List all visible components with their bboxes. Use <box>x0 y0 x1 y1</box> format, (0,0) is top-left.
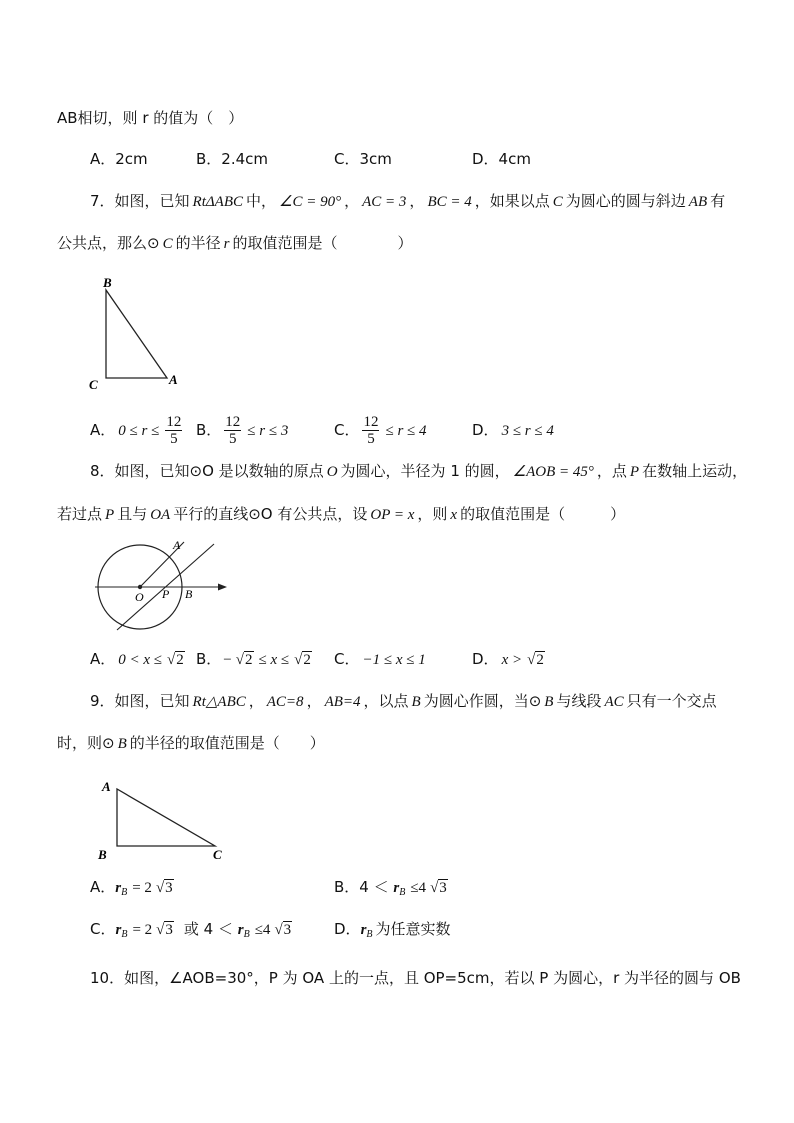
q9-math: Rt△ABC <box>192 694 246 710</box>
q9-stem-line-2 <box>57 733 325 753</box>
q9-math: AB=4 <box>324 694 361 710</box>
q7-math: ≤ r ≤ 3 <box>247 423 289 439</box>
q8-math: −1 ≤ x ≤ 1 <box>362 652 426 668</box>
q7-math: RtΔABC <box>192 194 244 210</box>
q8-math: ≤ x ≤ <box>258 652 290 668</box>
q9-text: 9．如图，已知 <box>90 692 190 710</box>
denominator: 5 <box>367 431 375 447</box>
radicand: 2 <box>176 652 184 668</box>
q9-text: 只有一个交点 <box>626 692 717 710</box>
fraction <box>362 414 379 447</box>
q9-option-b <box>334 877 450 903</box>
q7-math: ∠C = 90° <box>279 194 342 210</box>
sqrt: √2 <box>294 652 311 668</box>
q7-math: ≤ r ≤ 4 <box>385 423 427 439</box>
q7-text: 有 <box>710 192 726 210</box>
q9-math: AC <box>604 694 624 710</box>
q9-triangle <box>117 789 215 846</box>
q8-math: OP = x <box>370 507 415 523</box>
option-letter: C． <box>334 650 360 668</box>
q7-math: r <box>223 236 230 252</box>
q8-math: O <box>326 464 338 480</box>
q8-option-c <box>334 649 429 670</box>
sqrt: √3 <box>155 880 173 896</box>
q8-text: ，点 <box>596 462 627 480</box>
q8-text: 且与 <box>117 505 148 523</box>
q7-text: 的半径 <box>175 234 221 252</box>
option-letter: C． <box>334 421 360 439</box>
q8-math: P <box>105 507 115 523</box>
radius-subscript: B <box>366 929 373 940</box>
q7-math: AC = 3 <box>362 194 407 210</box>
option-letter: C． <box>90 920 116 938</box>
radius-symbol: r <box>237 922 244 938</box>
q9-triangle-figure <box>95 775 230 865</box>
q7-math: 3 ≤ r ≤ 4 <box>501 423 554 439</box>
q8-text: ，则 <box>417 505 448 523</box>
option-letter: D． <box>472 650 499 668</box>
radius-symbol: r <box>115 922 122 938</box>
q7-triangle-figure <box>80 270 190 395</box>
q9-text: 时，则⊙ <box>57 734 115 752</box>
q7-option-a <box>90 411 185 450</box>
fraction <box>224 414 241 447</box>
radicand: 2 <box>536 652 544 668</box>
q9-text: 为任意实数 <box>375 920 451 938</box>
option-letter: A． <box>90 650 116 668</box>
q9-math: B <box>411 694 421 710</box>
q9-stem-line-1 <box>90 691 717 711</box>
q8-text: 若过点 <box>57 505 103 523</box>
q7-option-b <box>196 411 291 450</box>
q7-label-c: C <box>89 377 98 392</box>
q7-text: ， <box>344 192 360 210</box>
q7-option-d <box>472 411 557 450</box>
radicand: 3 <box>283 922 292 938</box>
q7-stem-line-1 <box>90 191 725 211</box>
q8-text: 在数轴上运动， <box>642 462 748 480</box>
fraction <box>165 414 182 447</box>
sqrt: √3 <box>156 922 173 938</box>
q7-math: C <box>162 236 173 252</box>
q7-label-b: B <box>103 275 112 290</box>
q9-math: AC=8 <box>266 694 304 710</box>
q8-circle-figure <box>90 535 235 635</box>
q8-math: − <box>223 652 232 668</box>
q10-stem-line-1: 10．如图，∠AOB=30°，P 为 OA 上的一点，且 OP=5cm，若以 P 为圆心，r 为半径的圆与 OB <box>90 969 741 987</box>
numerator: 12 <box>225 414 241 430</box>
option-letter: B．4 ＜ <box>334 878 394 896</box>
q9-math: ≤4 <box>254 922 271 938</box>
q6-stem-tail: AB相切，则 r 的值为（ ） <box>57 109 244 127</box>
sqrt: √2 <box>235 652 253 668</box>
q7-text: 公共点，那么⊙ <box>57 234 160 252</box>
sqrt: √3 <box>274 922 292 938</box>
q9-math: = 2 <box>132 880 152 896</box>
q7-math: C <box>552 194 563 210</box>
q8-label-a: A <box>173 538 181 552</box>
radicand: 3 <box>439 880 447 896</box>
numerator: 12 <box>363 414 379 430</box>
option-letter: B． <box>196 421 222 439</box>
q9-option-d <box>334 919 451 945</box>
radius-symbol: r <box>115 880 122 896</box>
origin-point <box>138 585 142 589</box>
q8-text: 8．如图，已知⊙O 是以数轴的原点 <box>90 462 324 480</box>
q9-math: B <box>117 736 127 752</box>
option-letter: D． <box>334 920 361 938</box>
q9-text: 或 4 ＜ <box>183 920 238 938</box>
q7-math: BC = 4 <box>427 194 472 210</box>
radicand: 3 <box>165 880 173 896</box>
q9-label-b: B <box>98 847 107 862</box>
radius-subscript: B <box>121 887 128 898</box>
q8-math: P <box>629 464 640 480</box>
q9-text: ， <box>306 692 322 710</box>
q8-label-b: B <box>185 587 193 601</box>
radicand: 2 <box>303 652 311 668</box>
q7-stem-line-2 <box>57 233 412 253</box>
q8-math: 0 < x ≤ <box>118 652 163 668</box>
q9-text: 为圆心作圆，当⊙ <box>423 692 542 710</box>
q9-text: ，以点 <box>363 692 409 710</box>
q9-label-a: A <box>102 779 111 794</box>
radius-symbol: r <box>393 880 400 896</box>
q8-math: ∠AOB = 45° <box>512 464 594 480</box>
radicand: 3 <box>165 922 173 938</box>
q8-option-a <box>90 649 187 670</box>
q8-label-o: O <box>135 590 144 604</box>
q7-text: ， <box>409 192 425 210</box>
q7-text: ，如果以点 <box>474 192 550 210</box>
axis-arrow-icon <box>218 584 227 591</box>
q8-option-b <box>196 649 314 670</box>
q8-math: x <box>450 507 458 523</box>
sqrt: √2 <box>527 652 544 668</box>
numerator: 12 <box>166 414 182 430</box>
q6-option-c: C．3cm <box>334 150 392 168</box>
q8-text: 为圆心，半径为 1 的圆， <box>340 462 510 480</box>
q7-text: 为圆心的圆与斜边 <box>565 192 686 210</box>
denominator: 5 <box>229 431 237 447</box>
q9-math: B <box>544 694 554 710</box>
q7-label-a: A <box>169 372 178 387</box>
sqrt: √2 <box>167 652 184 668</box>
q8-label-p: P <box>162 587 170 601</box>
q9-option-c <box>90 919 294 945</box>
radius-symbol: r <box>360 922 367 938</box>
q8-stem-line-1 <box>90 461 747 481</box>
q6-option-a: A．2cm <box>90 150 148 168</box>
q9-text: 的半径的取值范围是（ ） <box>129 734 325 752</box>
denominator: 5 <box>170 431 178 447</box>
q7-math: AB <box>688 194 708 210</box>
sqrt: √3 <box>430 880 447 896</box>
radius-subscript: B <box>243 929 250 940</box>
q8-stem-line-2 <box>57 504 625 524</box>
option-letter: D． <box>472 421 499 439</box>
q7-math: 0 ≤ r ≤ <box>118 423 160 439</box>
q6-option-b: B．2.4cm <box>196 150 269 168</box>
q8-math: OA <box>150 507 171 523</box>
radicand: 2 <box>245 652 253 668</box>
q7-option-c <box>334 411 430 450</box>
q8-text: 的取值范围是（ ） <box>460 505 626 523</box>
q7-text: 中， <box>246 192 277 210</box>
q8-math: x > <box>501 652 523 668</box>
q7-text: 7．如图，已知 <box>90 192 190 210</box>
q6-option-d: D．4cm <box>472 150 531 168</box>
option-letter: A． <box>90 421 116 439</box>
radius-subscript: B <box>399 887 406 898</box>
q7-triangle <box>106 290 167 378</box>
option-letter: A． <box>90 878 116 896</box>
option-letter: B． <box>196 650 222 668</box>
q9-text: 与线段 <box>556 692 602 710</box>
q9-label-c: C <box>213 847 222 862</box>
q8-option-d <box>472 649 547 670</box>
q8-text: 平行的直线⊙O 有公共点，设 <box>173 505 368 523</box>
q9-math: = 2 <box>132 922 153 938</box>
q9-math: ≤4 <box>410 880 427 896</box>
q9-text: ， <box>248 692 264 710</box>
q9-option-a <box>90 877 176 903</box>
radius-subscript: B <box>121 929 128 940</box>
q7-text: 的取值范围是（ ） <box>232 234 413 252</box>
